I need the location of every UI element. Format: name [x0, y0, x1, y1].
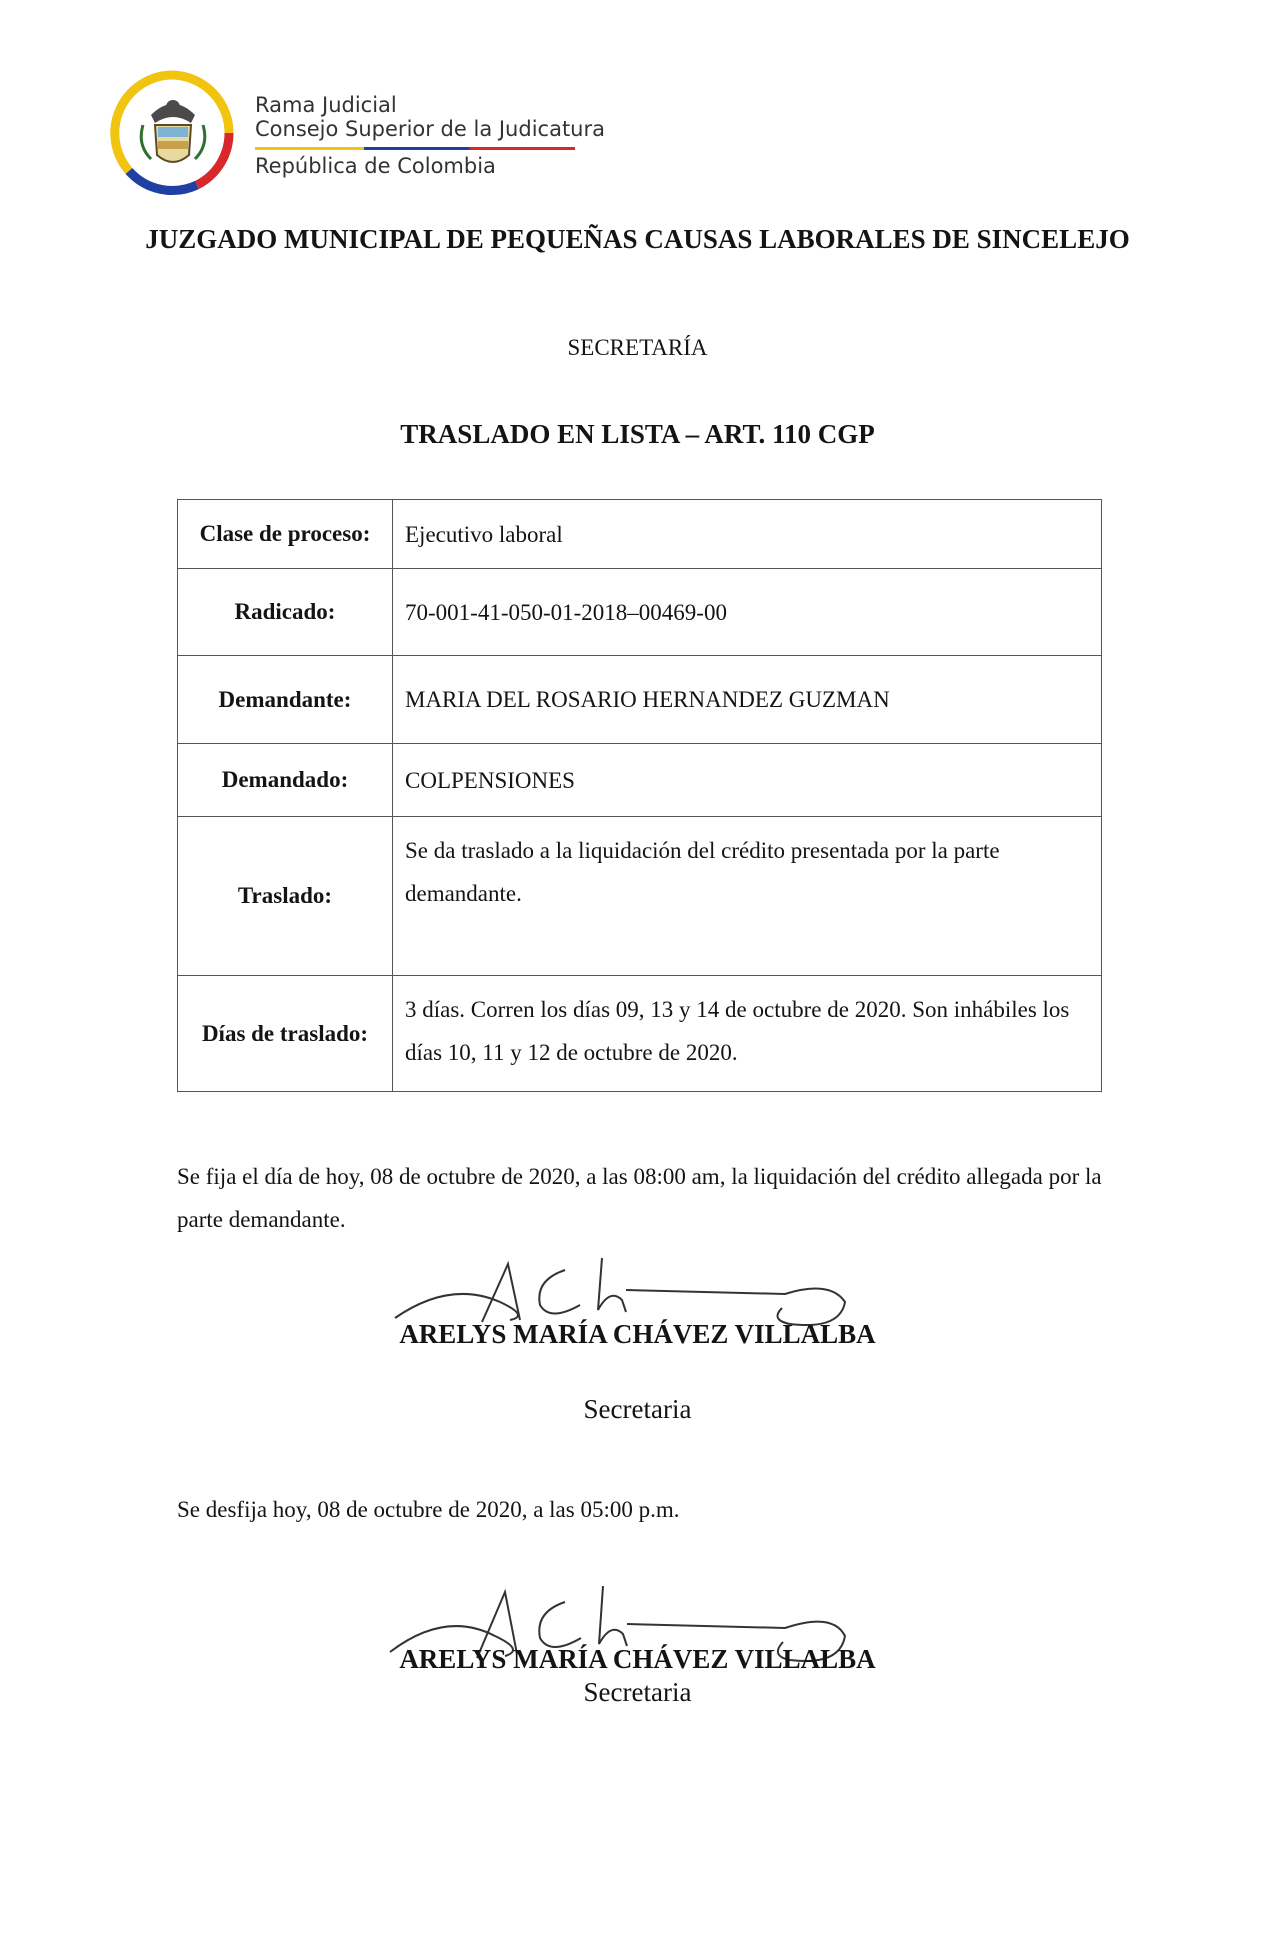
- traslado-value: Se da traslado a la liquidación del crédito presentada por la parte demandante.: [393, 817, 1102, 976]
- clase-proceso-label: Clase de proceso:: [178, 500, 393, 569]
- signer-name: ARELYS MARÍA CHÁVEZ VILLALBA: [399, 1319, 876, 1349]
- court-name: JUZGADO MUNICIPAL DE PEQUEÑAS CAUSAS LABORALES DE SINCELEJO: [145, 224, 1130, 254]
- section-heading: SECRETARÍA: [567, 335, 708, 360]
- demandante-label: Demandante:: [178, 656, 393, 744]
- signer-role: Secretaria: [583, 1394, 692, 1424]
- demandante-value: MARIA DEL ROSARIO HERNANDEZ GUZMAN: [393, 656, 1102, 744]
- document-title: TRASLADO EN LISTA – ART. 110 CGP: [400, 419, 875, 449]
- radicado-label: Radicado:: [178, 569, 393, 656]
- demandado-label: Demandado:: [178, 744, 393, 817]
- table-row: [178, 744, 1102, 817]
- dias-traslado-value: 3 días. Corren los días 09, 13 y 14 de octubre de 2020. Son inhábiles los días 10, 11 y 12 de octubre de 2020.: [393, 976, 1102, 1092]
- signer-role: Secretaria: [583, 1677, 692, 1707]
- desfijacion-paragraph: Se desfija hoy, 08 de octubre de 2020, a las 05:00 p.m.: [177, 1497, 680, 1522]
- rama-judicial-logo: [103, 63, 243, 203]
- fijacion-paragraph: Se fija el día de hoy, 08 de octubre de 2020, a las 08:00 am, la liquidación del crédito allegada por la parte demandante.: [177, 1164, 1102, 1232]
- radicado-value: 70-001-41-050-01-2018–00469-00: [393, 569, 1102, 656]
- table-row: [178, 569, 1102, 656]
- letterhead-consejo: Consejo Superior de la Judicatura: [255, 117, 605, 141]
- clase-proceso-value: Ejecutivo laboral: [393, 500, 1102, 569]
- letterhead-republica: República de Colombia: [255, 154, 496, 178]
- letterhead-rama-judicial: Rama Judicial: [255, 93, 397, 117]
- table-row: [178, 976, 1102, 1092]
- signer-name: ARELYS MARÍA CHÁVEZ VILLALBA: [399, 1644, 876, 1674]
- letterhead-tricolor-rule: [255, 147, 575, 150]
- handwritten-signature: [390, 1250, 860, 1330]
- demandado-value: COLPENSIONES: [393, 744, 1102, 817]
- table-row: [178, 500, 1102, 569]
- table-row: [178, 656, 1102, 744]
- process-info-table: [177, 499, 1102, 1092]
- table-row: [178, 817, 1102, 976]
- dias-traslado-label: Días de traslado:: [178, 976, 393, 1092]
- traslado-label: Traslado:: [178, 817, 393, 976]
